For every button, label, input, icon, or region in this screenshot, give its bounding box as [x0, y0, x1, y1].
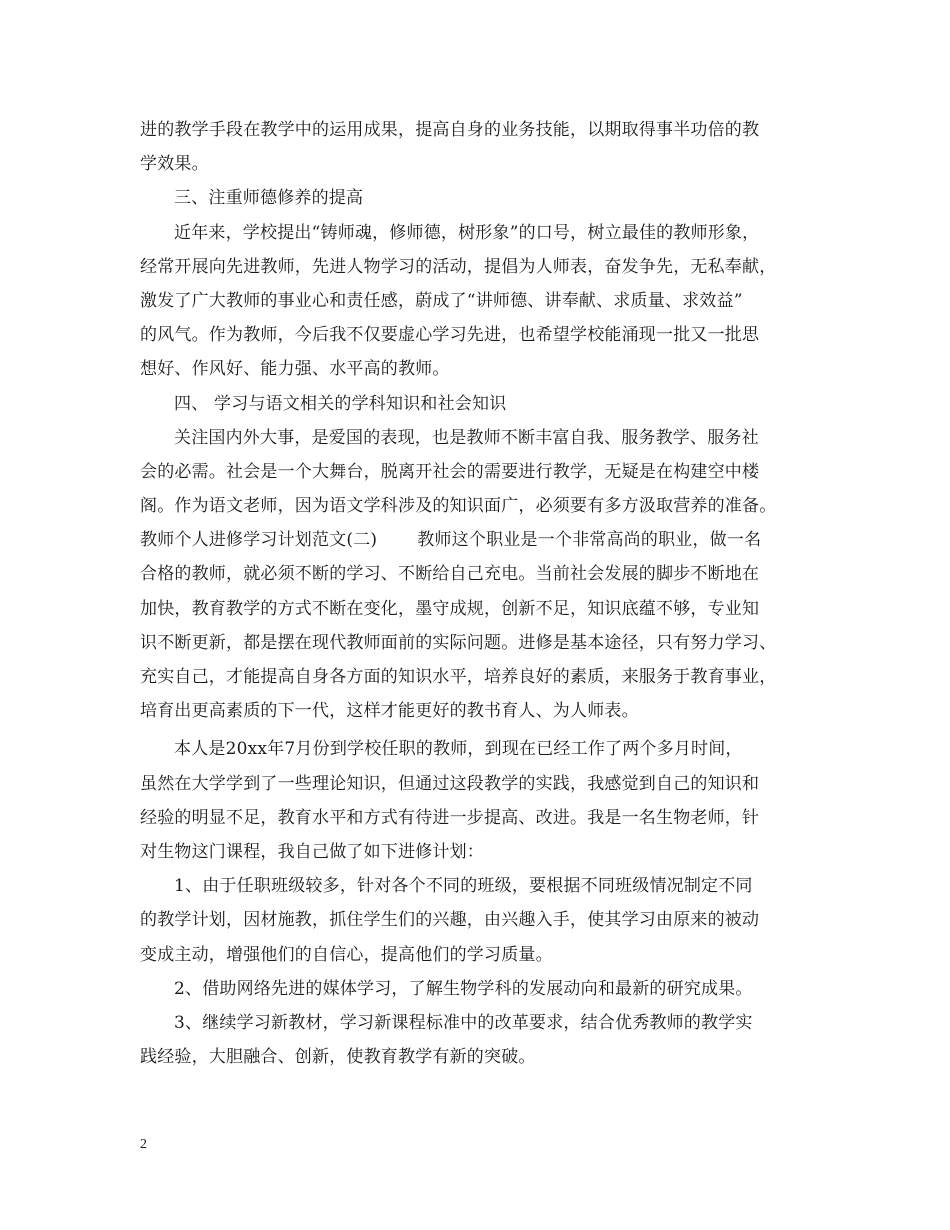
text-line: 对生物这门课程，我自己做了如下进修计划： [140, 841, 484, 862]
text-line: 关注国内外大事，是爱国的表现，也是教师不断丰富自我、服务教学、服务社 [174, 427, 759, 448]
text-line: 充实自己，才能提高自身各方面的知识水平，培养良好的素质，来服务于教育事业， [140, 667, 777, 687]
text-line: 的风气。作为教师，今后我不仅要虚心学习先进，也希望学校能涌现一批又一批思 [140, 325, 760, 346]
text-line: 经常开展向先进教师，先进人物学习的活动，提倡为人师表，奋发争先，无私奉献， [140, 256, 777, 277]
text-line: 阁。作为语文老师，因为语文学科涉及的知识面广，必须要有多方汲取营养的准备。 [140, 496, 777, 517]
text-line: 激发了广大教师的事业心和责任感，蔚成了“讲师德、讲奉献、求质量、求效益” [140, 290, 743, 311]
text-line: 进的教学手段在教学中的运用成果，提高自身的业务技能，以期取得事半功倍的教 [140, 120, 760, 140]
section-heading-4: 四、 学习与语文相关的学科知识和社会知识 [174, 393, 507, 414]
list-item-2: 2、借助网络先进的媒体学习，了解生物学科的发展动向和最新的研究成果。 [174, 978, 753, 999]
text-line: 合格的教师，就必须不断的学习、不断给自己充电。当前社会发展的脚步不断地在 [140, 564, 760, 585]
text-line: 教师个人进修学习计划范文(二) 教师这个职业是一个非常高尚的职业，做一名 [140, 530, 762, 551]
list-item-3: 3、继续学习新教材，学习新课程标准中的改革要求，结合优秀教师的教学实 [174, 1012, 753, 1033]
page-number: 2 [140, 1137, 147, 1152]
text-line: 培育出更高素质的下一代，这样才能更好的教书育人、为人师表。 [140, 701, 639, 722]
text-line: 本人是20xx年7月份到学校任职的教师，到现在已经工作了两个多月时间， [174, 739, 743, 760]
text-line: 识不断更新，都是摆在现代教师面前的实际问题。进修是基本途径，只有努力学习、 [140, 632, 777, 653]
document-body [140, 113, 820, 1074]
text-line: 近年来，学校提出“铸师魂，修师德，树形象”的口号，树立最佳的教师形象， [174, 222, 760, 243]
text-line: 践经验，大胆融合、创新，使教育教学有新的突破。 [140, 1047, 536, 1068]
text-line: 加快，教育教学的方式不断在变化，墨守成规，创新不足，知识底蕴不够，专业知 [140, 598, 760, 619]
text-line: 学效果。 [140, 154, 209, 175]
text-line: 虽然在大学学到了一些理论知识，但通过这段教学的实践，我感觉到自己的知识和 [140, 773, 760, 794]
text-line: 的教学计划，因材施教，抓住学生们的兴趣，由兴趣入手，使其学习由原来的被动 [140, 910, 760, 931]
text-line: 变成主动，增强他们的自信心，提高他们的学习质量。 [140, 944, 553, 965]
list-item-1: 1、由于任职班级较多，针对各个不同的班级，要根据不同班级情况制定不同 [174, 876, 753, 897]
text-line: 经验的明显不足，教育水平和方式有待进一步提高、改进。我是一名生物老师，针 [140, 807, 760, 828]
text-line: 想好、作风好、能力强、水平高的教师。 [140, 359, 450, 380]
section-heading-3: 三、注重师德修养的提高 [174, 188, 364, 209]
text-line: 会的必需。社会是一个大舞台，脱离开社会的需要进行教学，无疑是在构建空中楼 [140, 461, 760, 482]
